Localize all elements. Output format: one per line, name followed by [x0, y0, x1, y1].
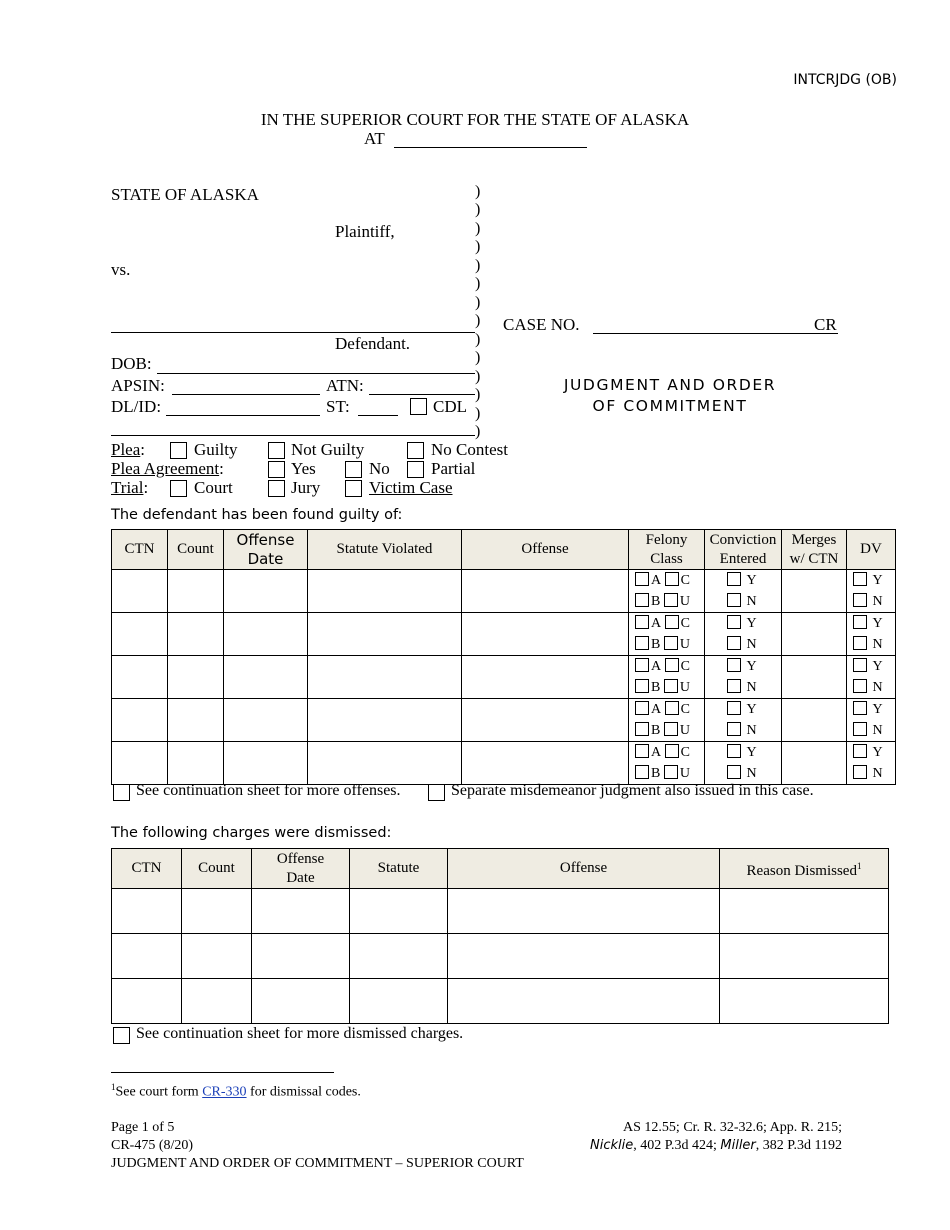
more-dismissed-checkbox[interactable]: [113, 1027, 130, 1044]
offense-date-cell[interactable]: [252, 979, 350, 1024]
statute-cell[interactable]: [350, 889, 448, 934]
conviction-cell: Y N: [705, 742, 782, 785]
case-no-suffix: CR: [814, 315, 837, 334]
count-cell[interactable]: [182, 979, 252, 1024]
page-number: Page 1 of 5: [111, 1120, 175, 1135]
merges-cell[interactable]: [782, 570, 847, 613]
class-c-checkbox[interactable]: [665, 701, 679, 715]
dv-cell: Y N: [847, 570, 896, 613]
col-reason-dismissed: Reason Dismissed$^1$: [720, 849, 889, 889]
felony-class-cell: A C B U: [629, 742, 705, 785]
dv-y-checkbox[interactable]: [853, 744, 867, 758]
plea-agreement-no-checkbox[interactable]: [345, 461, 362, 478]
statute-cell[interactable]: [350, 979, 448, 1024]
authority-line-2: Nicklie, 402 P.3d 424; Miller, 382 P.3d 1192: [590, 1138, 842, 1153]
table-row: [112, 656, 896, 699]
conviction-cell: Y N: [705, 699, 782, 742]
felony-class-cell: A C B U: [629, 613, 705, 656]
dv-cell: Y N: [847, 742, 896, 785]
col-offense-date: Offense Date: [224, 530, 308, 570]
conviction-y-checkbox[interactable]: [727, 572, 741, 586]
table-row: [112, 979, 889, 1024]
atn-label: ATN:: [326, 376, 364, 395]
class-a-checkbox[interactable]: [635, 615, 649, 629]
offense-cell[interactable]: [448, 934, 720, 979]
conviction-n-checkbox[interactable]: [727, 765, 741, 779]
plea-agreement-yes-label: Yes: [291, 459, 316, 478]
statute-cell[interactable]: [308, 613, 462, 656]
cr-330-link[interactable]: CR-330: [202, 1084, 247, 1100]
trial-court-label: Court: [194, 478, 233, 497]
authority-line-1: AS 12.55; Cr. R. 32-32.6; App. R. 215;: [623, 1120, 842, 1135]
plea-not-guilty-label: Not Guilty: [291, 440, 365, 459]
plea-agreement-yes-checkbox[interactable]: [268, 461, 285, 478]
conviction-n-checkbox[interactable]: [727, 679, 741, 693]
document-title-line2: OF COMMITMENT: [592, 397, 748, 415]
case-no-label: CASE NO.: [503, 315, 580, 334]
table-row: [112, 742, 896, 785]
offense-cell[interactable]: [448, 889, 720, 934]
court-title: IN THE SUPERIOR COURT FOR THE STATE OF ALASKA: [260, 110, 690, 129]
col-offense: Offense: [462, 530, 629, 570]
class-u-checkbox[interactable]: [664, 722, 678, 736]
cdl-label: CDL: [433, 397, 467, 416]
statute-cell[interactable]: [308, 570, 462, 613]
conviction-y-checkbox[interactable]: [727, 615, 741, 629]
plea-agreement-partial-label: Partial: [431, 459, 476, 478]
st-field[interactable]: [358, 415, 398, 416]
class-a-checkbox[interactable]: [635, 701, 649, 715]
dv-y-checkbox[interactable]: [853, 572, 867, 586]
ctn-cell[interactable]: [112, 656, 168, 699]
class-b-checkbox[interactable]: [635, 765, 649, 779]
count-cell[interactable]: [168, 699, 224, 742]
reason-cell[interactable]: [720, 979, 889, 1024]
table-row: [112, 570, 896, 613]
dv-y-checkbox[interactable]: [853, 701, 867, 715]
plea-agreement-label: Plea Agreement:: [111, 459, 224, 478]
more-offenses-label: See continuation sheet for more offenses.: [136, 782, 401, 799]
count-cell[interactable]: [168, 742, 224, 785]
col-merges-ctn: Merges w/ CTN: [782, 530, 847, 570]
ctn-cell[interactable]: [112, 699, 168, 742]
reason-cell[interactable]: [720, 934, 889, 979]
dv-cell: Y N: [847, 699, 896, 742]
offense-date-cell[interactable]: [224, 742, 308, 785]
dv-n-checkbox[interactable]: [853, 593, 867, 607]
col-count: Count: [168, 530, 224, 570]
col-statute-violated: Statute Violated: [308, 530, 462, 570]
felony-class-cell: A C B U: [629, 656, 705, 699]
conviction-cell: Y N: [705, 570, 782, 613]
ctn-cell[interactable]: [112, 613, 168, 656]
class-u-checkbox[interactable]: [664, 765, 678, 779]
conviction-cell: Y N: [705, 613, 782, 656]
apsin-field[interactable]: [172, 394, 320, 395]
table-row: [112, 613, 896, 656]
class-c-checkbox[interactable]: [665, 615, 679, 629]
table-row: [112, 889, 889, 934]
more-offenses-checkbox[interactable]: [113, 784, 130, 801]
class-c-checkbox[interactable]: [665, 744, 679, 758]
conviction-cell: Y N: [705, 656, 782, 699]
trial-jury-checkbox[interactable]: [268, 480, 285, 497]
offense-cell[interactable]: [462, 699, 629, 742]
offense-cell[interactable]: [462, 570, 629, 613]
class-a-checkbox[interactable]: [635, 572, 649, 586]
col-dv: DV: [847, 530, 896, 570]
document-title-line1: JUDGMENT AND ORDER: [563, 376, 777, 394]
footnote-rule: [111, 1072, 334, 1073]
merges-cell[interactable]: [782, 613, 847, 656]
col-ctn: CTN: [112, 849, 182, 889]
plaintiff-label: Plaintiff,: [335, 222, 395, 241]
st-label: ST:: [326, 397, 350, 416]
caption-bottom-line: [111, 435, 475, 436]
statute-cell[interactable]: [308, 699, 462, 742]
dv-n-checkbox[interactable]: [853, 765, 867, 779]
merges-cell[interactable]: [782, 656, 847, 699]
merges-cell[interactable]: [782, 742, 847, 785]
trial-label: Trial:: [111, 478, 149, 497]
dismissed-heading: The following charges were dismissed:: [111, 825, 392, 841]
col-offense: Offense: [448, 849, 720, 889]
defendant-name-field[interactable]: [111, 332, 475, 333]
offense-cell[interactable]: [462, 742, 629, 785]
class-u-checkbox[interactable]: [664, 679, 678, 693]
atn-field[interactable]: [369, 394, 475, 395]
col-felony-class: Felony Class: [629, 530, 705, 570]
conviction-n-checkbox[interactable]: [727, 593, 741, 607]
guilty-heading: The defendant has been found guilty of:: [111, 507, 403, 523]
plea-guilty-label: Guilty: [194, 440, 238, 459]
statute-cell[interactable]: [308, 656, 462, 699]
dv-y-checkbox[interactable]: [853, 615, 867, 629]
more-dismissed-label: See continuation sheet for more dismissed charges.: [136, 1025, 464, 1042]
class-a-checkbox[interactable]: [635, 744, 649, 758]
offense-cell[interactable]: [448, 979, 720, 1024]
ctn-cell[interactable]: [112, 570, 168, 613]
class-b-checkbox[interactable]: [635, 679, 649, 693]
conviction-n-checkbox[interactable]: [727, 636, 741, 650]
statute-cell[interactable]: [350, 934, 448, 979]
dv-cell: Y N: [847, 656, 896, 699]
offense-date-cell[interactable]: [224, 570, 308, 613]
dob-label: DOB:: [111, 354, 152, 373]
case-no-field[interactable]: [593, 333, 838, 334]
count-cell[interactable]: [168, 570, 224, 613]
separate-misdemeanor-label: Separate misdemeanor judgment also issued in this case.: [451, 782, 814, 799]
table-row: [112, 699, 896, 742]
offense-cell[interactable]: [462, 656, 629, 699]
offense-date-cell[interactable]: [224, 699, 308, 742]
offense-date-cell[interactable]: [224, 613, 308, 656]
plaintiff-name: STATE OF ALASKA: [111, 185, 259, 204]
ctn-cell[interactable]: [112, 889, 182, 934]
footnote: $^1$See court form CR-330 for dismissal codes.: [111, 1082, 361, 1100]
vs-label: vs.: [111, 260, 131, 279]
dv-n-checkbox[interactable]: [853, 636, 867, 650]
count-cell[interactable]: [182, 934, 252, 979]
dv-y-checkbox[interactable]: [853, 658, 867, 672]
plea-guilty-checkbox[interactable]: [170, 442, 187, 459]
felony-class-cell: A C B U: [629, 699, 705, 742]
conviction-y-checkbox[interactable]: [727, 744, 741, 758]
defendant-label: Defendant.: [335, 334, 411, 353]
col-conviction-entered: Conviction Entered: [705, 530, 782, 570]
class-b-checkbox[interactable]: [635, 636, 649, 650]
plea-label: Plea:: [111, 440, 146, 459]
plea-no-contest-label: No Contest: [431, 440, 508, 459]
dv-n-checkbox[interactable]: [853, 722, 867, 736]
ctn-cell[interactable]: [112, 934, 182, 979]
guilty-offenses-table: [111, 529, 896, 785]
court-location-field[interactable]: [394, 147, 587, 148]
merges-cell[interactable]: [782, 699, 847, 742]
trial-court-checkbox[interactable]: [170, 480, 187, 497]
count-cell[interactable]: [182, 889, 252, 934]
col-count: Count: [182, 849, 252, 889]
separate-misdemeanor-checkbox[interactable]: [428, 784, 445, 801]
col-ctn: CTN: [112, 530, 168, 570]
dv-cell: Y N: [847, 613, 896, 656]
conviction-y-checkbox[interactable]: [727, 658, 741, 672]
class-b-checkbox[interactable]: [635, 593, 649, 607]
dv-n-checkbox[interactable]: [853, 679, 867, 693]
form-code: INTCRJDG (OB): [793, 72, 897, 88]
dob-field[interactable]: [157, 373, 475, 374]
conviction-n-checkbox[interactable]: [727, 722, 741, 736]
plea-agreement-no-label: No: [369, 459, 390, 478]
trial-victim-case-label: Victim Case: [369, 478, 453, 497]
dlid-label: DL/ID:: [111, 397, 162, 416]
class-c-checkbox[interactable]: [665, 658, 679, 672]
class-u-checkbox[interactable]: [664, 636, 678, 650]
class-u-checkbox[interactable]: [664, 593, 678, 607]
count-cell[interactable]: [168, 656, 224, 699]
col-offense-date: Offense Date: [252, 849, 350, 889]
offense-date-cell[interactable]: [252, 889, 350, 934]
ctn-cell[interactable]: [112, 742, 168, 785]
cdl-checkbox[interactable]: [410, 398, 427, 415]
offense-date-cell[interactable]: [252, 934, 350, 979]
form-number: CR-475 (8/20): [111, 1138, 194, 1153]
class-c-checkbox[interactable]: [665, 572, 679, 586]
count-cell[interactable]: [168, 613, 224, 656]
court-at-label: AT: [364, 129, 385, 148]
class-a-checkbox[interactable]: [635, 658, 649, 672]
statute-cell[interactable]: [308, 742, 462, 785]
table-row: [112, 934, 889, 979]
conviction-y-checkbox[interactable]: [727, 701, 741, 715]
dismissed-charges-table: [111, 848, 889, 1024]
col-statute: Statute: [350, 849, 448, 889]
ctn-cell[interactable]: [112, 979, 182, 1024]
trial-victim-case-checkbox[interactable]: [345, 480, 362, 497]
caption-parens: ) ) ) ) ) ) ) ) ) ) ) ) ) ): [475, 182, 481, 440]
offense-cell[interactable]: [462, 613, 629, 656]
trial-jury-label: Jury: [291, 478, 321, 497]
plea-agreement-partial-checkbox[interactable]: [407, 461, 424, 478]
apsin-label: APSIN:: [111, 376, 165, 395]
felony-class-cell: A C B U: [629, 570, 705, 613]
footer-title: JUDGMENT AND ORDER OF COMMITMENT – SUPERIOR COURT: [111, 1156, 524, 1171]
reason-cell[interactable]: [720, 889, 889, 934]
dlid-field[interactable]: [166, 415, 320, 416]
class-b-checkbox[interactable]: [635, 722, 649, 736]
plea-no-contest-checkbox[interactable]: [407, 442, 424, 459]
offense-date-cell[interactable]: [224, 656, 308, 699]
plea-not-guilty-checkbox[interactable]: [268, 442, 285, 459]
